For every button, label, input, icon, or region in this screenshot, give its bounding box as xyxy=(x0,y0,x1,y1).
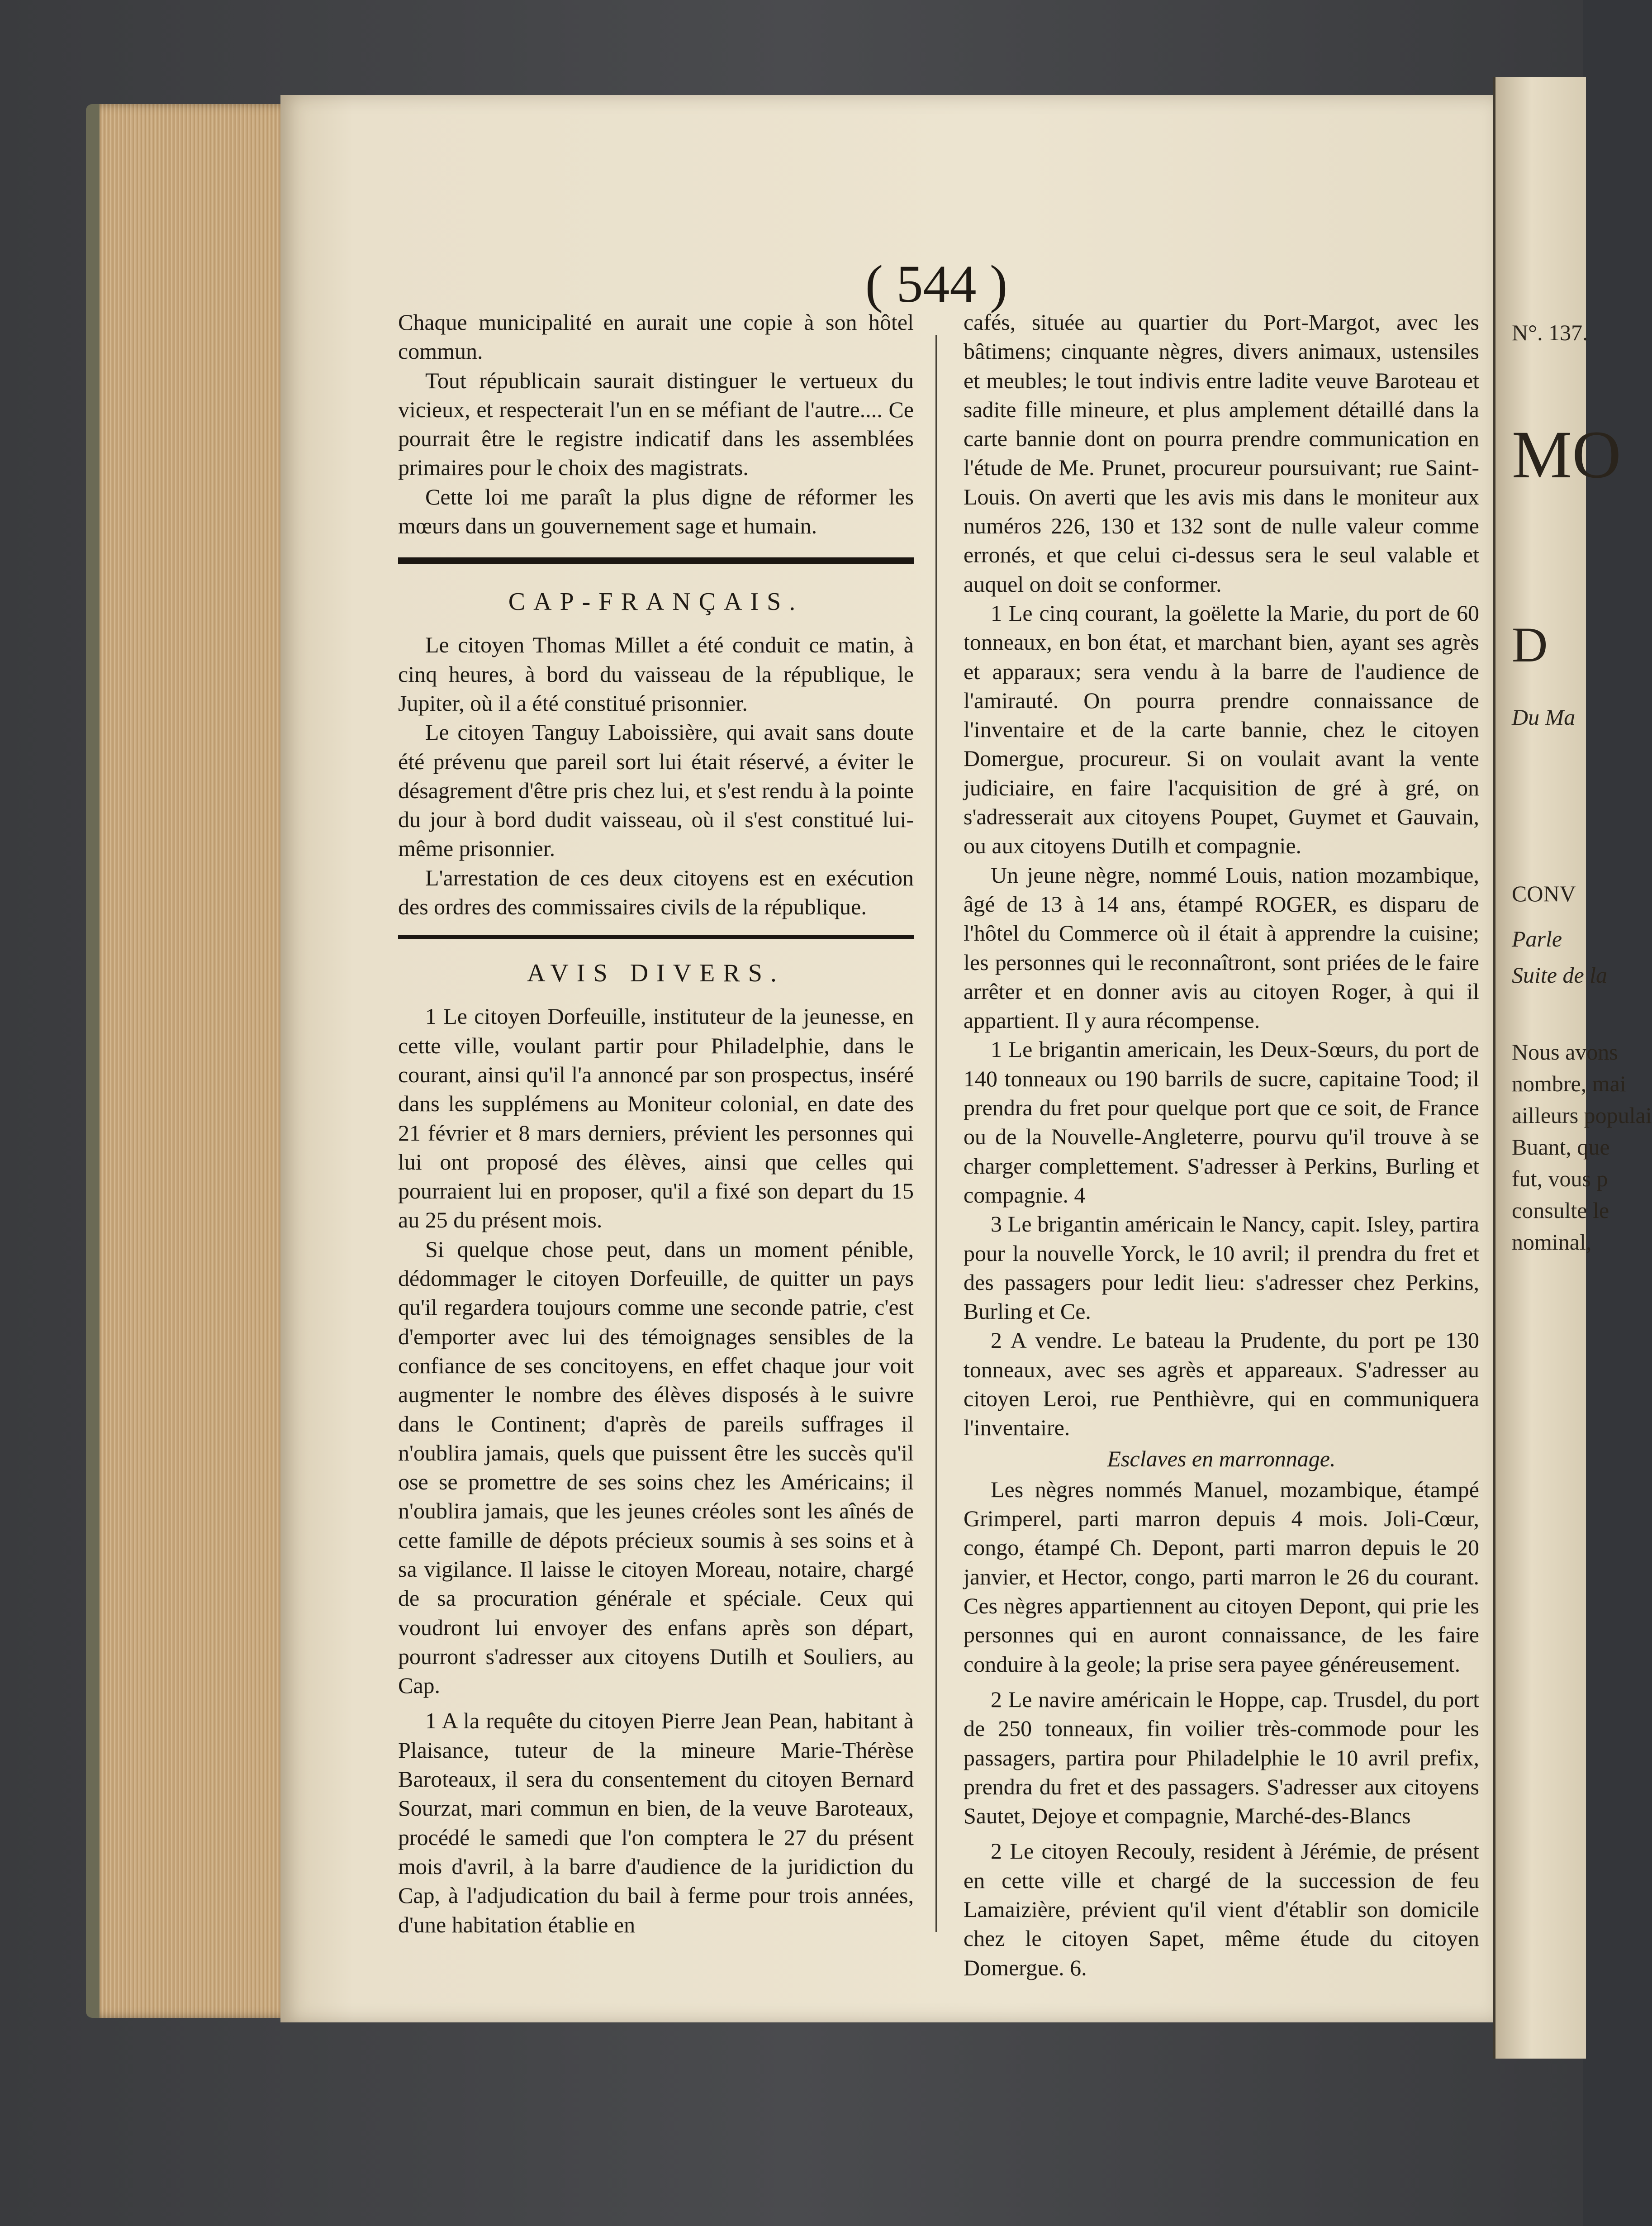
paragraph: Le citoyen Thomas Millet a été conduit ce matin, à cinq heures, à bord du vaisseau de la république, le Jupiter, où il a été constitué prisonnier. xyxy=(398,632,914,716)
paragraph: 1 Le brigantin americain, les Deux-Sœurs, du port de 140 tonneaux ou 190 barrils de sucre, capitaine Tood; il prendra du fret pour quelque port que ce soit, de France ou de la Nouvelle-Angleterre, pourvu qu'il trouve à se charger complettement. S'adresser à Perkins, Burling et compagnie. 4 xyxy=(964,1037,1479,1208)
adjacent-line: Du Ma xyxy=(1512,704,1576,730)
adjacent-page-strip xyxy=(1493,77,1652,2059)
adjacent-line: CONV xyxy=(1512,881,1576,906)
paragraph: Cette loi me paraît la plus digne de réformer les mœurs dans un gouvernement sage et humain. xyxy=(398,484,914,539)
adjacent-line: D xyxy=(1512,617,1548,672)
section-heading-avis-divers: AVIS DIVERS. xyxy=(527,959,785,988)
adjacent-line: Suite de la xyxy=(1512,962,1608,988)
adjacent-line: fut, vous p xyxy=(1512,1166,1608,1191)
right-column xyxy=(964,308,1479,1982)
adjacent-line: MO xyxy=(1512,417,1621,492)
paragraph: 1 Le citoyen Dorfeuille, instituteur de la jeunesse, en cette ville, voulant partir pour Philadelphie, dans le courant, ainsi qu'il l'a annoncé par son prospectus, inséré dans les supplémens au Moniteur colonial, en date des 21 février et 8 mars derniers, prévient les personnes qui lui ont proposé des élèves, ainsi que celles qui pourraient lui en proposer, qu'il a fixé son depart du 15 au 25 du présent mois. xyxy=(398,1004,914,1233)
paragraph: L'arrestation de ces deux citoyens est en exécution des ordres des commissaires civils de la république. xyxy=(398,865,914,920)
paragraph: 2 A vendre. Le bateau la Prudente, du port pe 130 tonneaux, avec ses agrès et appareaux. S'adresser au citoyen Leroi, rue Penthièvre, qui en communiquera l'inventaire. xyxy=(964,1327,1479,1441)
paragraph: Chaque municipalité en aurait une copie à son hôtel commun. xyxy=(398,309,914,364)
paragraph: 1 A la requête du citoyen Pierre Jean Pean, habitant à Plaisance, tuteur de la mineure Marie-Thérèse Baroteaux, il sera du consentement du citoyen Bernard Sourzat, mari commun en bien, de la veuve Baroteaux, procédé le samedi que l'on comptera le 27 du présent mois d'avril, à la barre d'audience de la juridiction du Cap, à l'adjudication du bail à ferme pour trois années, d'une habitation établie en xyxy=(398,1708,914,1937)
adjacent-line: ailleurs populai xyxy=(1512,1103,1652,1128)
adjacent-line: consulte le xyxy=(1512,1198,1609,1223)
page-number: ( 544 ) xyxy=(865,254,1008,314)
adjacent-line: Buant, que xyxy=(1512,1134,1610,1160)
paragraph: Si quelque chose peut, dans un moment pénible, dédommager le citoyen Dorfeuille, de quitter un pays qu'il regardera toujours comme une seconde patrie, c'est d'emporter avec lui des témoignages sensibles de la confiance de ses concitoyens, en effet chaque jour voit augmenter le nombre des élèves disposés à le suivre dans le Continent; d'après de pareils suffrages il n'oublira jamais, quels que puissent être les succès qu'il ose se promettre de ses soins chez les Américains; il n'oublira jamais, que les jeunes créoles sont les aînés de cette famille de dépots précieux soumis à ses soins et à sa vigilance. Il laisse le citoyen Moreau, notaire, chargé de sa procuration générale et spéciale. Ceux qui voudront lui envoyer des enfans après son départ, pourront s'adresser aux citoyens Dutilh et Souliers, au Cap. xyxy=(398,1236,914,1698)
book-page-edges xyxy=(86,104,294,2018)
paragraph: Le citoyen Tanguy Laboissière, qui avait sans doute été prévenu que pareil sort lui était réservé, a éviter le désagrement d'être pris chez lui, et s'est rendu à la pointe du jour à bord dudit vaisseau, où il s'est constitué lui-même prisonnier. xyxy=(398,719,914,861)
adjacent-line: nominal, xyxy=(1512,1229,1592,1255)
paragraph: 3 Le brigantin américain le Nancy, capit. Isley, partira pour la nouvelle Yorck, le 10 avril; il prendra du fret et des passagers pour ledit lieu: s'adresser chez Perkins, Burling et Ce. xyxy=(964,1211,1479,1324)
adjacent-line: Nous avons xyxy=(1512,1039,1618,1065)
adjacent-masthead-number: N°. 137. xyxy=(1512,320,1588,345)
left-column xyxy=(398,308,914,1939)
section-rule xyxy=(398,557,914,564)
subheading-esclaves: Esclaves en marronnage. xyxy=(1107,1446,1336,1471)
paragraph: Les nègres nommés Manuel, mozambique, étampé Grimperel, parti marron depuis 4 mois. Joli-Cœur, congo, étampé Ch. Depont, parti marron depuis le 20 janvier, et Hector, congo, parti marron le 26 du courant. Ces nègres appartiennent au citoyen Depont, qui prie les personnes qui en auront connaissance, de les faire conduire à la geole; la prise sera payee généreusement. xyxy=(964,1476,1479,1677)
paragraph: Tout républicain saurait distinguer le vertueux du vicieux, et respecterait l'un en se méfiant de l'autre.... Ce pourrait être le registre indicatif dans les assemblées primaires pour le choix des magistrats. xyxy=(398,367,914,480)
section-heading-cap-francais: CAP-FRANÇAIS. xyxy=(508,588,804,616)
section-rule xyxy=(398,935,914,939)
column-divider xyxy=(935,335,937,1932)
paragraph: 2 Le navire américain le Hoppe, cap. Trusdel, du port de 250 tonneaux, fin voilier très-commode pour les passagers, partira pour Philadelphie le 10 avril prefix, prendra du fret et des passagers. S'adresser aux citoyens Sautet, Dejoye et compagnie, Marché-des-Blancs xyxy=(964,1686,1479,1829)
paragraph: Un jeune nègre, nommé Louis, nation mozambique, âgé de 13 à 14 ans, étampé ROGER, es disparu de l'hôtel du Commerce où il était à apprendre la cuisine; les personnes qui le reconnaîtront, sont priées de le faire arrêter et en donner avis au citoyen Roger, à qui il appartient. Il y aura récompense. xyxy=(964,862,1479,1033)
paragraph: 2 Le citoyen Recouly, resident à Jérémie, de présent en cette ville et chargé de la succession de feu Lamaizière, prévient qu'il vient d'établir son domicile chez le citoyen Sapet, même étude du citoyen Domergue. 6. xyxy=(964,1838,1479,1980)
paragraph: 1 Le cinq courant, la goëlette la Marie, du port de 60 tonneaux, en bon état, et marchant bien, ayant ses agrès et apparaux; sera vendu à la barre de l'audience de l'amirauté. On pourra prendre connaissance de l'inventaire et de la carte bannie, chez le citoyen Domergue, procureur. Si on voulait avant la vente judiciaire, en faire l'acquisition de gré à gré, on s'adresserait aux citoyens Poupet, Guymet et Gauvain, ou aux citoyens Dutilh et compagnie. xyxy=(964,600,1479,859)
paragraph: cafés, située au quartier du Port-Margot, avec les bâtimens; cinquante nègres, divers animaux, ustensiles et meubles; le tout indivis entre ladite veuve Baroteau et sadite fille mineure, et plus amplement détaillé dans la carte bannie dont on pourra prendre communication en l'étude de Me. Prunet, procureur poursuivant; rue Saint-Louis. On averti que les avis mis dans le moniteur aux numéros 226, 130 et 132 sont de nulle valeur comme erronés, et que celui ci-dessus sera le seul valable et auquel on doit se conformer. xyxy=(964,309,1479,597)
adjacent-line: nombre, mai xyxy=(1512,1071,1626,1096)
adjacent-line: Parle xyxy=(1512,926,1562,951)
